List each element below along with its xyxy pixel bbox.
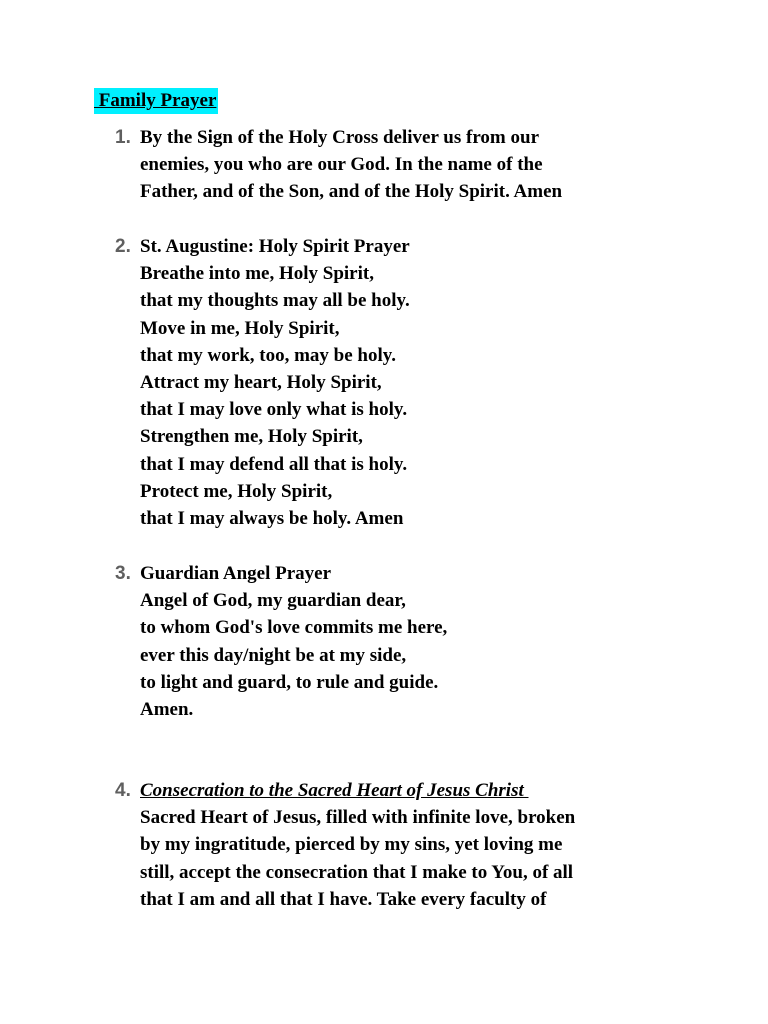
item-number: 1. bbox=[115, 127, 131, 148]
item-line: that my thoughts may all be holy. bbox=[140, 290, 410, 312]
item-line: that I may defend all that is holy. bbox=[140, 453, 408, 475]
item-line: that I may always be holy. Amen bbox=[140, 508, 404, 530]
item-line: Amen. bbox=[140, 699, 194, 721]
item-line: to light and guard, to rule and guide. bbox=[140, 671, 439, 693]
item-line: to whom God's love commits me here, bbox=[140, 617, 448, 639]
item-line: Angel of God, my guardian dear, bbox=[140, 590, 406, 612]
item-line: Breathe into me, Holy Spirit, bbox=[140, 263, 374, 285]
item-line: Move in me, Holy Spirit, bbox=[140, 317, 340, 339]
item-heading: St. Augustine: Holy Spirit Prayer bbox=[140, 236, 410, 257]
item-heading: Consecration to the Sacred Heart of Jesus Christ bbox=[140, 780, 529, 801]
item-line: enemies, you who are our God. In the name of the bbox=[140, 154, 543, 176]
item-line: ever this day/night be at my side, bbox=[140, 644, 407, 666]
item-line: that my work, too, may be holy. bbox=[140, 344, 396, 366]
item-number: 2. bbox=[115, 236, 131, 257]
item-line: still, accept the consecration that I make to You, of all bbox=[140, 861, 574, 883]
item-heading: Guardian Angel Prayer bbox=[140, 563, 332, 584]
document-title: Family Prayer bbox=[94, 88, 218, 114]
item-line: Strengthen me, Holy Spirit, bbox=[140, 426, 363, 448]
item-number: 4. bbox=[115, 780, 131, 801]
item-line: that I am and all that I have. Take every faculty of bbox=[140, 888, 547, 910]
item-line: that I may love only what is holy. bbox=[140, 399, 408, 421]
item-line: by my ingratitude, pierced by my sins, yet loving me bbox=[140, 834, 563, 856]
item-line: Father, and of the Son, and of the Holy Spirit. Amen bbox=[140, 181, 563, 203]
item-line: Sacred Heart of Jesus, filled with infinite love, broken bbox=[140, 807, 576, 829]
item-line: Attract my heart, Holy Spirit, bbox=[140, 372, 382, 394]
item-line: Protect me, Holy Spirit, bbox=[140, 480, 333, 502]
item-number: 3. bbox=[115, 563, 131, 584]
item-heading: By the Sign of the Holy Cross deliver us from our bbox=[140, 127, 540, 148]
